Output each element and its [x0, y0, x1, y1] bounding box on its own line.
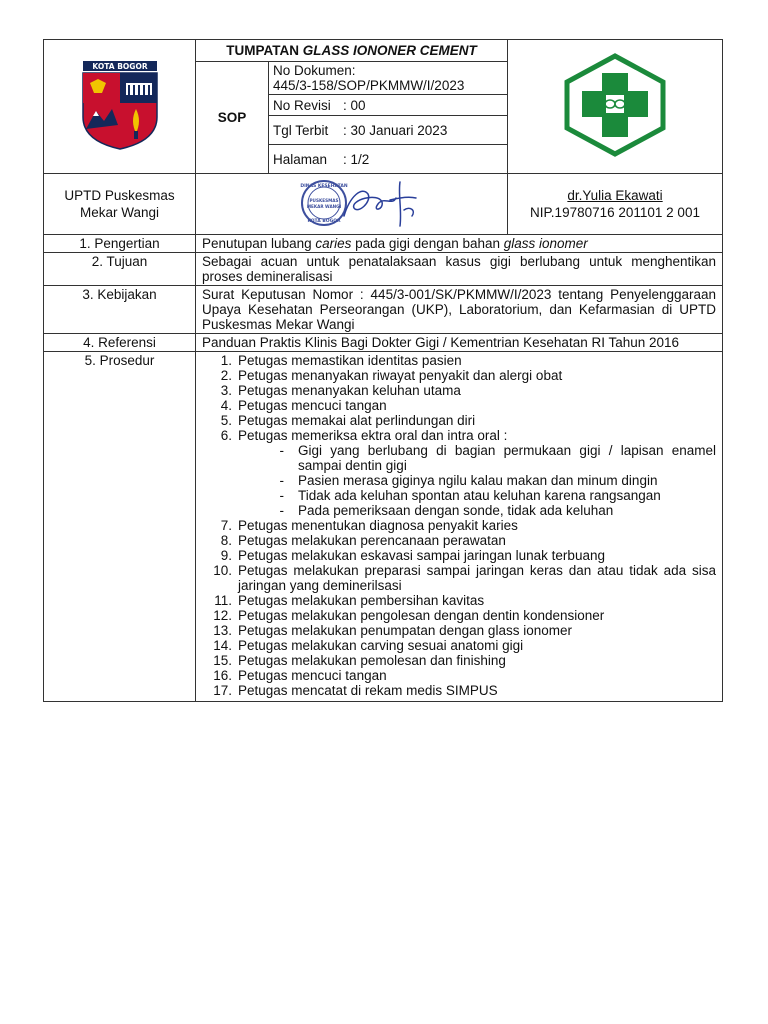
substep-list — [238, 443, 716, 518]
step-number: 8. — [220, 533, 232, 548]
step-text: Petugas mencuci tangan — [238, 398, 387, 413]
step-number: 4. — [220, 398, 232, 413]
pengertian-text-c: pada gigi dengan bahan — [351, 236, 504, 251]
step-number: 9. — [220, 548, 232, 563]
procedure-step — [202, 593, 716, 608]
procedure-step — [202, 518, 716, 533]
step-number: 12. — [213, 608, 232, 623]
step-text: Petugas melakukan pemolesan dan finishing — [238, 653, 506, 668]
procedure-steps — [202, 353, 716, 698]
title-italic: GLASS IONONER CEMENT — [302, 43, 477, 58]
kota-bogor-logo-cell — [44, 40, 196, 174]
step-text: Petugas melakukan carving sesuai anatomi gigi — [238, 638, 524, 653]
revision-cell — [269, 95, 508, 116]
substep-dash: - — [279, 443, 284, 458]
document-title — [196, 40, 508, 62]
procedure-step — [202, 653, 716, 668]
stamp-center-line1: PUSKESMAS — [308, 197, 339, 203]
revision-label: No Revisi — [273, 97, 331, 113]
doc-number-cell — [269, 62, 508, 95]
step-text: Petugas melakukan preparasi sampai jaringan keras dan atau tidak ada sisa jaringan yang deminerilsasi — [238, 563, 717, 593]
step-number: 13. — [213, 623, 232, 638]
procedure-step — [202, 383, 716, 398]
handwritten-signature — [344, 182, 416, 226]
step-text: Petugas mencuci tangan — [238, 668, 387, 683]
step-text: Petugas melakukan eskavasi sampai jaringan lunak terbuang — [238, 548, 605, 563]
referensi-label: 4. Referensi — [44, 334, 196, 352]
substep-item — [238, 443, 716, 473]
substep-dash: - — [279, 503, 284, 518]
prosedur-content — [196, 352, 723, 702]
issued-value: : 30 Januari 2023 — [343, 122, 448, 138]
pengertian-text-b: caries — [315, 236, 352, 251]
procedure-step — [202, 608, 716, 623]
substep-item — [238, 488, 716, 503]
kota-bogor-text: KOTA BOGOR — [91, 62, 148, 71]
step-number: 6. — [220, 428, 232, 443]
official-stamp — [232, 176, 472, 230]
procedure-step — [202, 548, 716, 563]
procedure-step — [202, 413, 716, 428]
page-value: : 1/2 — [343, 151, 370, 167]
step-number: 10. — [213, 563, 232, 578]
step-text: Petugas melakukan perencanaan perawatan — [238, 533, 506, 548]
substep-item — [238, 473, 716, 488]
substep-text: Pasien merasa giginya ngilu kalau makan dan minum dingin — [298, 473, 658, 488]
kebijakan-content: Surat Keputusan Nomor : 445/3-001/SK/PKMMW/I/2023 tentang Penyelenggaraan Upaya Kesehatan Perseorangan (UKP), Laboratorium, dan Kefarmasian di UPTD Puskesmas Mekar Wangi — [196, 286, 723, 334]
unit-name-line1: UPTD Puskesmas — [64, 188, 175, 203]
procedure-step — [202, 533, 716, 548]
step-text: Petugas menentukan diagnosa penyakit karies — [238, 518, 518, 533]
sop-document — [43, 39, 722, 702]
step-number: 3. — [220, 383, 232, 398]
substep-indent — [202, 443, 238, 518]
prosedur-label: 5. Prosedur — [44, 352, 196, 702]
step-number: 16. — [213, 668, 232, 683]
substep-text: Gigi yang berlubang di bagian permukaan gigi / lapisan enamel sampai dentin gigi — [298, 443, 717, 473]
title-prefix: TUMPATAN — [226, 43, 303, 58]
substep-group — [202, 443, 716, 518]
page-label: Halaman — [273, 151, 328, 167]
step-text: Petugas memakai alat perlindungan diri — [238, 413, 476, 428]
procedure-step — [202, 368, 716, 383]
revision-value: : 00 — [343, 97, 366, 113]
pengertian-content — [196, 235, 723, 253]
step-number: 14. — [213, 638, 232, 653]
step-number: 7. — [220, 518, 232, 533]
tujuan-content: Sebagai acuan untuk penatalaksaan kasus gigi berlubang untuk menghentikan proses demineralisasi — [196, 253, 723, 286]
stamp-top-text: DINAS KESEHATAN — [299, 183, 348, 189]
step-text: Petugas menanyakan riwayat penyakit dan alergi obat — [238, 368, 563, 383]
step-text: Petugas melakukan pembersihan kavitas — [238, 593, 485, 608]
step-number: 1. — [220, 353, 232, 368]
procedure-step — [202, 668, 716, 683]
issued-cell — [269, 116, 508, 145]
step-text: Petugas melakukan penumpatan dengan glass ionomer — [238, 623, 572, 638]
doctor-cell — [508, 174, 723, 235]
procedure-step — [202, 563, 716, 593]
step-number: 11. — [214, 593, 232, 608]
doctor-name: dr.Yulia Ekawati — [567, 188, 663, 203]
kebijakan-label: 3. Kebijakan — [44, 286, 196, 334]
step-number: 2. — [220, 368, 232, 383]
sop-table — [43, 39, 723, 702]
procedure-step — [202, 683, 716, 698]
procedure-step — [202, 638, 716, 653]
issued-label: Tgl Terbit — [273, 122, 329, 138]
signature-cell — [196, 174, 508, 235]
procedure-step — [202, 398, 716, 413]
step-number: 17. — [213, 683, 232, 698]
unit-name-line2: Mekar Wangi — [79, 205, 160, 220]
step-text: Petugas memeriksa ektra oral dan intra oral : — [238, 428, 508, 443]
pengertian-label: 1. Pengertian — [44, 235, 196, 253]
procedure-step — [202, 623, 716, 638]
page-cell — [269, 145, 508, 174]
sop-label: SOP — [196, 62, 269, 174]
kota-bogor-crest-icon — [80, 59, 160, 151]
stamp-bottom-text: KOTA BOGOR — [306, 218, 341, 224]
step-text: Petugas memastikan identitas pasien — [238, 353, 462, 368]
pengertian-text-a: Penutupan lubang — [202, 236, 316, 251]
unit-name-cell — [44, 174, 196, 235]
tujuan-label: 2. Tujuan — [44, 253, 196, 286]
doc-number-value: 445/3-158/SOP/PKMMW/I/2023 — [273, 78, 465, 93]
substep-text: Pada pemeriksaan dengan sonde, tidak ada keluhan — [298, 503, 614, 518]
puskesmas-logo-cell — [508, 40, 723, 174]
doc-number-label: No Dokumen: — [273, 63, 356, 78]
procedure-step — [202, 353, 716, 368]
doctor-nip: NIP.19780716 201101 2 001 — [530, 205, 700, 220]
pengertian-text-d: glass ionomer — [503, 236, 588, 251]
substep-item — [238, 503, 716, 518]
procedure-step — [202, 428, 716, 443]
step-text: Petugas menanyakan keluhan utama — [238, 383, 461, 398]
substep-dash: - — [279, 488, 284, 503]
referensi-content: Panduan Praktis Klinis Bagi Dokter Gigi / Kementrian Kesehatan RI Tahun 2016 — [196, 334, 723, 352]
step-number: 5. — [220, 413, 232, 428]
step-text: Petugas melakukan pengolesan dengan dentin kondensioner — [238, 608, 605, 623]
step-number: 15. — [213, 653, 232, 668]
substep-dash: - — [279, 473, 284, 488]
step-text: Petugas mencatat di rekam medis SIMPUS — [238, 683, 498, 698]
puskesmas-cross-icon — [562, 53, 668, 157]
substep-text: Tidak ada keluhan spontan atau keluhan karena rangsangan — [298, 488, 661, 503]
stamp-center-line2: MEKAR WANGI — [306, 203, 341, 209]
